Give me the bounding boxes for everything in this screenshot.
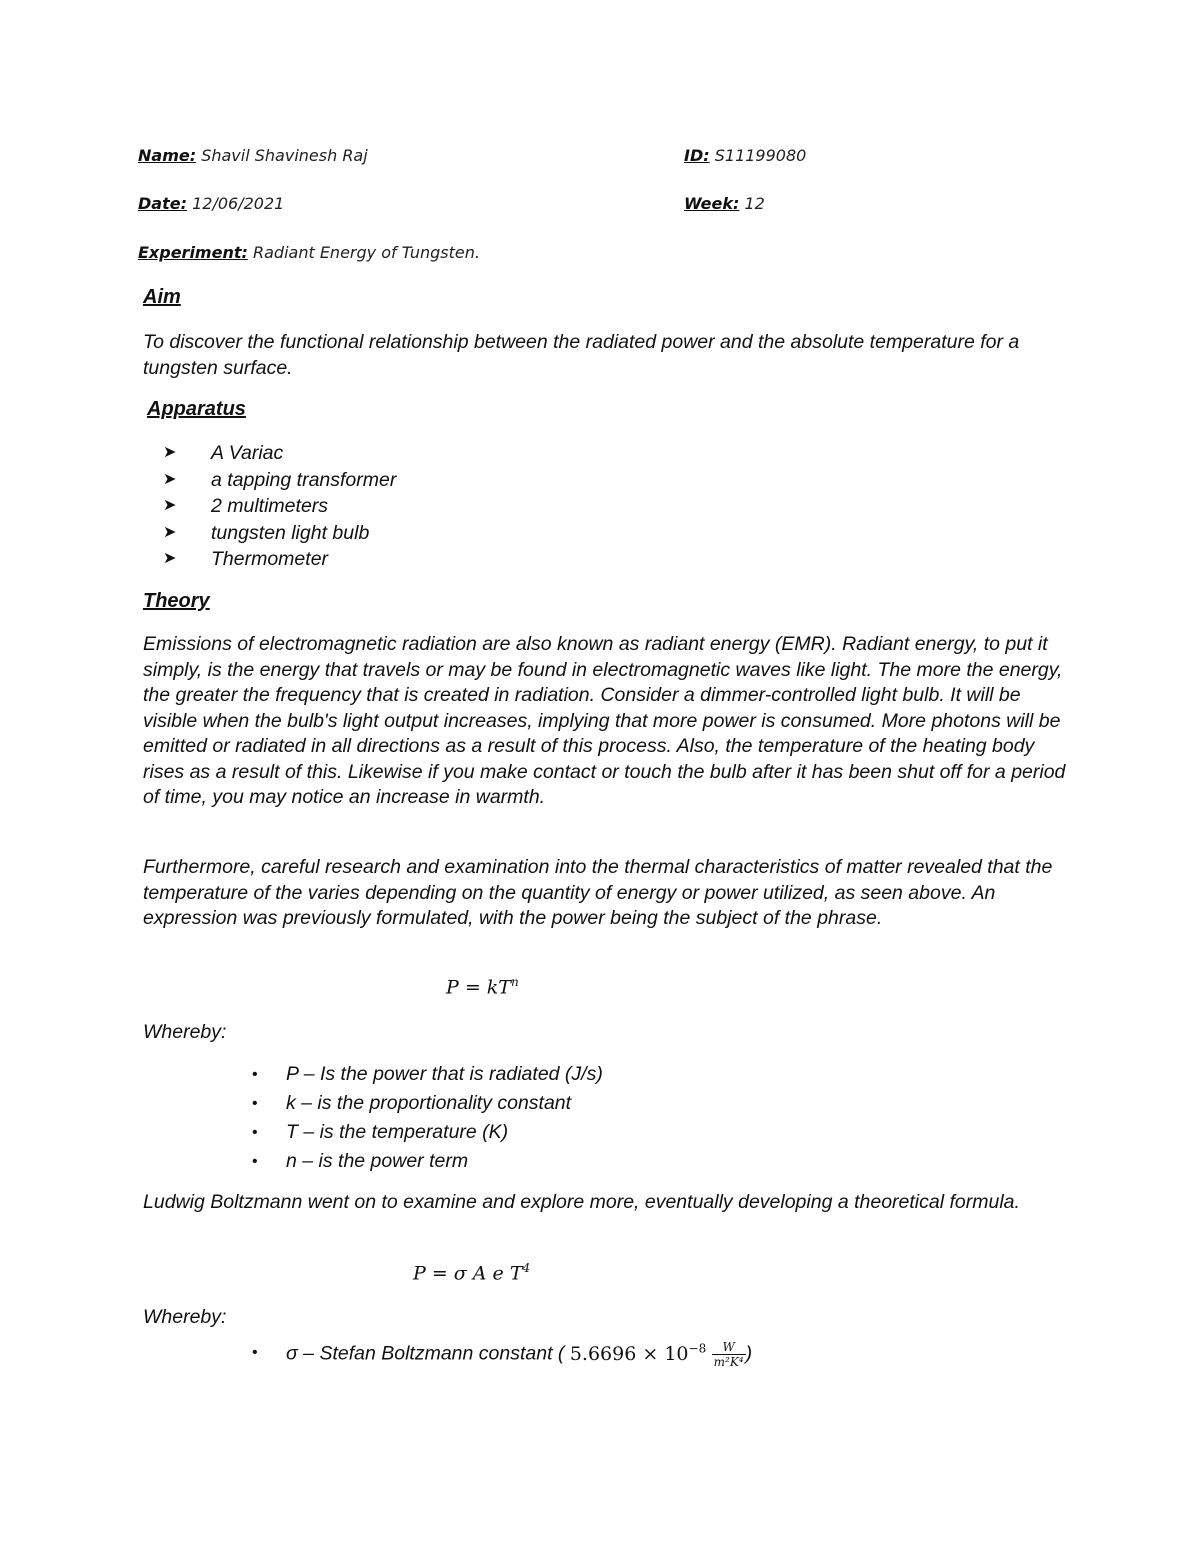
experiment-value: Radiant Energy of Tungsten. <box>252 243 480 262</box>
list-item: • n – is the power term <box>252 1147 603 1176</box>
sigma-definition: • σ – Stefan Boltzmann constant ( $5.6696 \times 10^{-8}$ $\frac{W}{\text{m²K⁴}}$ ) <box>252 1340 753 1369</box>
id-value: S11199080 <box>714 146 807 165</box>
dot-bullet-icon: • <box>252 1153 258 1170</box>
week-label: Week: <box>684 194 740 213</box>
date-label: Date: <box>138 194 187 213</box>
name-field <box>138 146 368 165</box>
apparatus-heading: Apparatus <box>147 398 246 420</box>
theory-paragraph-3: Ludwig Boltzmann went on to examine and explore more, eventually developing a theoretical formula. <box>143 1191 1020 1213</box>
dot-bullet-icon: • <box>252 1124 258 1141</box>
whereby-label-1: Whereby: <box>143 1021 227 1043</box>
list-item: • k – is the proportionality constant <box>252 1089 603 1118</box>
id-field <box>684 146 806 165</box>
power-law-equation: $P = kT^n$ <box>446 975 519 999</box>
list-item: • P – Is the power that is radiated (J/s) <box>252 1060 603 1089</box>
theory-heading: Theory <box>143 590 210 612</box>
date-value: 12/06/2021 <box>192 194 285 213</box>
aim-text: To discover the functional relationship between the radiated power and the absolute temperature for a tungsten surface. <box>143 331 1020 379</box>
list-item: ➤ a tapping transformer <box>163 467 396 494</box>
dot-bullet-icon: • <box>252 1095 258 1112</box>
sigma-unit: $\frac{W}{\text{m²K⁴}}$ <box>713 1340 744 1369</box>
sigma-value: $5.6696 \times 10^{-8}$ <box>569 1341 707 1365</box>
dot-bullet-icon: • <box>252 1066 258 1083</box>
arrow-bullet-icon: ➤ <box>163 497 177 514</box>
apparatus-list <box>163 440 396 573</box>
list-item: ➤ 2 multimeters <box>163 493 396 520</box>
aim-heading: Aim <box>143 286 181 308</box>
name-value: Shavil Shavinesh Raj <box>201 146 368 165</box>
week-value: 12 <box>744 194 765 213</box>
id-label: ID: <box>684 146 710 165</box>
list-item: ➤ A Variac <box>163 440 396 467</box>
arrow-bullet-icon: ➤ <box>163 444 177 461</box>
experiment-field <box>138 243 480 262</box>
theory-paragraph-2: Furthermore, careful research and examination into the thermal characteristics of matter revealed that the temperature of the varies depending on the quantity of energy or power utilized, as seen above. An expression was previously formulated, with the power being the subject of the phrase. <box>143 856 1053 929</box>
stefan-boltzmann-equation: P = σ A e $T^4$ <box>413 1261 531 1285</box>
list-item: ➤ Thermometer <box>163 546 396 573</box>
arrow-bullet-icon: ➤ <box>163 523 177 541</box>
variable-list <box>252 1060 603 1176</box>
date-field <box>138 194 284 213</box>
week-field <box>684 194 765 213</box>
dot-bullet-icon: • <box>252 1344 258 1361</box>
theory-paragraph-1: Emissions of electromagnetic radiation are also known as radiant energy (EMR). Radiant energy, to put it simply, is the energy that travels or may be found in electromagnetic waves like light. The more the energy, the greater the frequency that is created in radiation. Consider a dimmer-controlled light bulb. It will be visible when the bulb's light output increases, implying that more power is consumed. More photons will be emitted or radiated in all directions as a result of this process. Also, the temperature of the heating body rises as a result of this. Likewise if you make contact or touch the bulb after it has been shut off for a period of time, you may notice an increase in warmth. <box>143 633 1066 808</box>
arrow-bullet-icon: ➤ <box>163 470 177 488</box>
list-item: • T – is the temperature (K) <box>252 1118 603 1147</box>
experiment-label: Experiment: <box>138 243 248 262</box>
sigma-label: σ – Stefan Boltzmann constant ( <box>286 1342 565 1365</box>
list-item: ➤ tungsten light bulb <box>163 520 396 547</box>
name-label: Name: <box>138 146 197 165</box>
arrow-bullet-icon: ➤ <box>163 550 177 567</box>
whereby-label-2: Whereby: <box>143 1306 227 1328</box>
